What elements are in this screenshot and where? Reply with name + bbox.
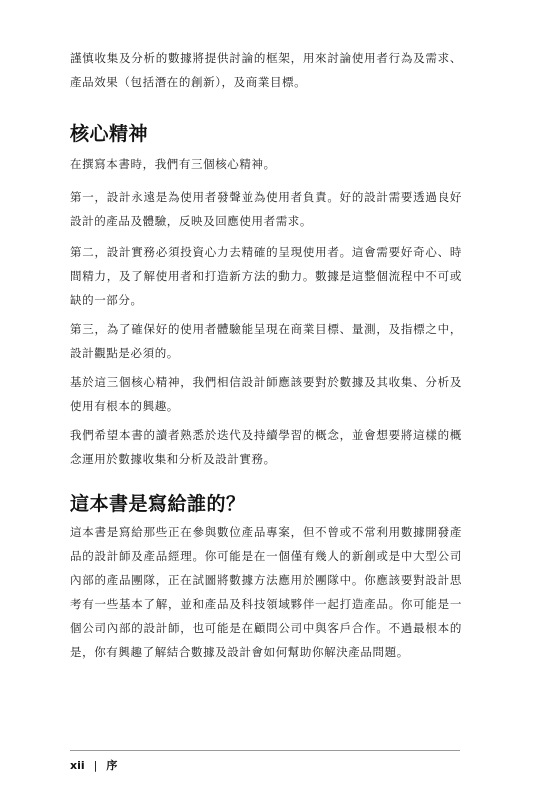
section-heading-audience: 這本書是寫給誰的？ <box>70 493 246 515</box>
footer-divider <box>70 750 460 751</box>
running-section-title: 序 <box>106 759 118 772</box>
page-number: xii <box>70 759 85 772</box>
book-page <box>70 0 462 800</box>
body-paragraph: 第三，為了確保好的使用者體驗能呈現在商業目標、量測，及指標之中，設計觀點是必須的。 <box>70 322 462 360</box>
body-paragraph: 我們希望本書的讀者熟悉於迭代及持續學習的概念，並會想要將這樣的概念運用於數據收集和分析及設計實務。 <box>70 428 462 466</box>
page-footer <box>70 757 117 773</box>
body-paragraph: 第一，設計永遠是為使用者發聲並為使用者負責。好的設計需要透過良好設計的產品及體驗，反映及回應使用者需求。 <box>70 190 462 228</box>
intro-paragraph: 謹慎收集及分析的數據將提供討論的框架，用來討論使用者行為及需求、產品效果（包括潛在的創新），及商業目標。 <box>70 51 462 89</box>
footer-separator: | <box>93 759 98 772</box>
section-heading-core-spirit: 核心精神 <box>70 123 149 145</box>
body-paragraph: 在撰寫本書時，我們有三個核心精神。 <box>70 157 276 171</box>
body-paragraph: 這本書是寫給那些正在參與數位產品專案，但不曾或不常利用數據開發產品的設計師及產品經理。你可能是在一個僅有幾人的新創或是中大型公司內部的產品團隊，正在試圖將數據方法應用於團隊中。你應該要對設計思考有一些基本了解，並和產品及科技領域夥伴一起打造產品。你可能是一個公司內部的設計師，也可能是在顧問公司中與客戶合作。不過最根本的是，你有興趣了解結合數據及設計會如何幫助你解決產品問題。 <box>70 525 462 659</box>
body-paragraph: 第二，設計實務必須投資心力去精確的呈現使用者。這會需要好奇心、時間精力，及了解使用者和打造新方法的動力。數據是這整個流程中不可或缺的一部分。 <box>70 245 462 307</box>
body-paragraph: 基於這三個核心精神，我們相信設計師應該要對於數據及其收集、分析及使用有根本的興趣。 <box>70 375 462 413</box>
